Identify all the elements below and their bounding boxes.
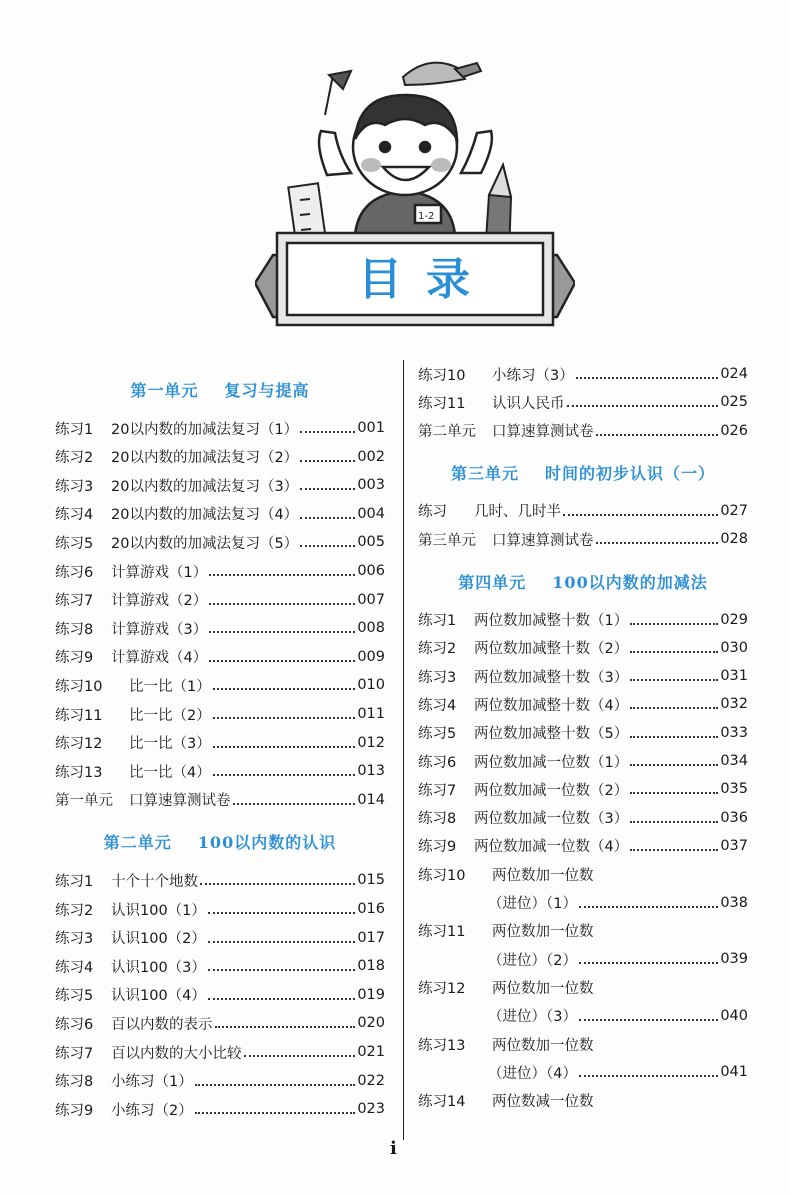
dot-leader [300, 531, 355, 547]
entry-title: 两位数加减整十数（1） [474, 613, 629, 629]
toc-entry[interactable] [55, 588, 385, 612]
toc-entry[interactable] [418, 419, 748, 443]
entry-title: 小练习（2） [111, 1102, 193, 1119]
entry-label: 练习6 [55, 564, 94, 581]
entry-page: 041 [720, 1064, 748, 1081]
dot-leader [630, 778, 718, 794]
entry-page: 004 [357, 505, 385, 522]
entry-page: 002 [357, 448, 385, 465]
toc-entry[interactable] [55, 983, 385, 1007]
toc-entry[interactable] [55, 473, 385, 497]
toc-entry[interactable] [418, 664, 748, 688]
toc-entry[interactable] [418, 862, 748, 886]
entry-page: 006 [357, 563, 385, 579]
entry-title: 小练习（3） [492, 367, 574, 384]
entry-label: 练习 [418, 504, 447, 521]
entry-title: 20以内数的加减法复习（5） [111, 535, 299, 552]
flag-icon [325, 71, 351, 115]
title-char-2: 录 [426, 254, 472, 305]
entry-page: 040 [720, 1007, 748, 1024]
entry-title: 计算游戏（2） [111, 593, 208, 610]
toc-entry[interactable] [55, 868, 385, 892]
entry-label: 练习9 [55, 1102, 94, 1119]
dot-leader [567, 391, 719, 407]
dot-leader [300, 446, 355, 462]
entry-page: 018 [357, 958, 385, 975]
dot-leader [630, 637, 718, 653]
entry-page: 019 [357, 986, 385, 1003]
toc-entry[interactable] [418, 1089, 748, 1113]
entry-page: 022 [357, 1072, 385, 1089]
entry-title: 小练习（1） [111, 1074, 193, 1091]
entry-title: 比一比（2） [129, 707, 211, 724]
entry-page: 029 [720, 611, 748, 628]
toc-entry[interactable] [418, 919, 748, 943]
entry-title: （进位）（3） [488, 1009, 577, 1026]
page-title [330, 245, 500, 305]
entry-title: 比一比（3） [129, 736, 211, 753]
toc-entry[interactable] [55, 1097, 385, 1121]
dot-leader [630, 750, 718, 766]
entry-label: 第一单元 [55, 793, 113, 810]
toc-entry[interactable] [418, 806, 748, 830]
entry-label: 练习1 [55, 873, 94, 890]
entry-page: 021 [357, 1044, 385, 1060]
entry-label: 练习6 [418, 754, 457, 771]
unit-name: 100以内数的加减法 [552, 572, 708, 592]
entry-page: 028 [720, 531, 748, 548]
entry-title: 两位数加减一位数（4） [474, 839, 629, 856]
entry-title: 认识100（1） [111, 902, 206, 919]
entry-label: 练习11 [418, 924, 466, 941]
entry-label: 练习11 [418, 395, 466, 412]
dot-leader [209, 589, 355, 605]
toc-entry[interactable] [55, 731, 385, 755]
toc-entry[interactable] [55, 616, 385, 640]
dot-leader [215, 1012, 356, 1028]
entry-page: 001 [357, 420, 385, 436]
entry-page: 014 [357, 791, 385, 808]
entry-label: 练习10 [55, 678, 103, 695]
entry-page: 011 [357, 706, 385, 722]
entry-title: 两位数加一位数 [492, 1037, 594, 1054]
entry-label: 练习9 [55, 650, 94, 667]
entry-page: 024 [720, 366, 748, 382]
unit-heading [55, 830, 385, 853]
toc-entry[interactable] [418, 1060, 748, 1084]
entry-label: 练习8 [55, 621, 94, 638]
entry-title: 20以内数的加减法复习（2） [111, 450, 299, 467]
entry-label: 练习10 [418, 867, 466, 884]
dot-leader [300, 417, 355, 433]
toc-entry[interactable] [55, 502, 385, 526]
unit-heading [418, 461, 748, 484]
entry-title: 几时、几时半 [474, 504, 561, 521]
dot-leader [630, 665, 718, 681]
entry-label: 练习3 [418, 669, 457, 686]
dot-leader [209, 646, 355, 662]
dot-leader [630, 609, 718, 625]
toc-entry[interactable] [418, 749, 748, 773]
entry-title: 两位数加减整十数（5） [474, 726, 629, 743]
toc-entry[interactable] [55, 559, 385, 583]
dot-leader [579, 1061, 718, 1077]
entry-label: 练习7 [418, 782, 457, 799]
entry-title: （进位）（2） [488, 952, 577, 969]
entry-label: 练习12 [55, 736, 103, 753]
entry-title: 比一比（4） [129, 764, 211, 781]
toc-entry[interactable] [55, 926, 385, 950]
entry-title: 百以内数的大小比较 [111, 1045, 242, 1062]
entry-title: 口算速算测试卷 [129, 793, 231, 810]
dot-leader [233, 789, 356, 805]
toc-entry[interactable] [418, 777, 748, 801]
entry-label: 练习2 [418, 641, 457, 658]
dot-leader [579, 948, 718, 964]
dot-leader [200, 869, 355, 885]
toc-entry[interactable] [418, 947, 748, 971]
toc-entry[interactable] [55, 673, 385, 697]
toc-entry[interactable] [418, 1004, 748, 1028]
dot-leader [300, 503, 355, 519]
unit-name: 时间的初步认识（一） [545, 463, 716, 483]
entry-title: 十个十个地数 [111, 873, 198, 890]
entry-label: 练习13 [55, 764, 103, 781]
entry-label: 练习7 [55, 593, 94, 610]
dot-leader [576, 363, 719, 379]
toc-entry[interactable] [418, 891, 748, 915]
entry-title: 20以内数的加减法复习（3） [111, 478, 299, 495]
dot-leader [208, 927, 355, 943]
dot-leader [630, 693, 718, 709]
entry-page: 039 [720, 951, 748, 968]
entry-label: 第二单元 [418, 424, 476, 441]
entry-page: 005 [357, 534, 385, 551]
entry-page: 017 [357, 929, 385, 946]
entry-label: 练习4 [55, 507, 94, 524]
entry-page: 026 [720, 422, 748, 439]
entry-page: 013 [357, 763, 385, 780]
entry-title: 认识100（4） [111, 988, 206, 1005]
entry-page: 010 [357, 677, 385, 694]
unit-heading [418, 570, 748, 593]
dot-leader [300, 474, 355, 490]
entry-label: 练习12 [418, 980, 466, 997]
entry-label: 练习3 [55, 931, 94, 948]
dot-leader [208, 955, 355, 971]
toc-entry[interactable] [418, 390, 748, 414]
toc-entry[interactable] [418, 834, 748, 858]
entry-title: 两位数加一位数 [492, 867, 594, 884]
unit-name: 100以内数的认识 [197, 833, 337, 853]
entry-label: 练习4 [418, 697, 457, 714]
dot-leader [209, 617, 355, 633]
entry-label: 练习8 [418, 811, 457, 828]
toc-entry[interactable] [55, 530, 385, 554]
entry-page: 012 [357, 734, 385, 751]
entry-label: 第三单元 [418, 532, 476, 549]
entry-title: 两位数加减一位数（3） [474, 811, 629, 828]
page-number: i [390, 1138, 397, 1159]
entry-label: 练习5 [55, 535, 94, 552]
entry-title: 认识人民币 [492, 395, 565, 412]
entry-page: 027 [720, 502, 748, 519]
entry-page: 016 [357, 901, 385, 917]
entry-title: 两位数加减整十数（3） [474, 669, 629, 686]
entry-title: 两位数加一位数 [492, 980, 594, 997]
entry-title: 认识100（3） [111, 959, 206, 976]
toc-entry[interactable] [55, 1040, 385, 1064]
entry-label: 练习14 [418, 1094, 466, 1111]
dot-leader [208, 984, 355, 1000]
toc-entry[interactable] [418, 721, 748, 745]
entry-page: 025 [720, 394, 748, 411]
cap-icon [403, 63, 481, 85]
entry-label: 练习5 [418, 726, 457, 743]
title-char-1: 目 [358, 254, 404, 305]
entry-page: 038 [720, 894, 748, 911]
dot-leader [213, 674, 356, 690]
toc-entry[interactable] [55, 445, 385, 469]
badge-text: 1-2 [418, 211, 435, 222]
unit-label: 第二单元 [103, 833, 172, 853]
toc-entry[interactable] [55, 954, 385, 978]
toc-entry[interactable] [418, 499, 748, 523]
unit-label: 第一单元 [130, 381, 199, 400]
entry-page: 032 [720, 696, 748, 713]
entry-label: 练习2 [55, 450, 94, 467]
dot-leader [209, 560, 355, 576]
entry-title: 两位数加减一位数（1） [474, 754, 629, 771]
dot-leader [579, 892, 718, 908]
toc-entry[interactable] [55, 897, 385, 921]
entry-title: 计算游戏（3） [111, 621, 208, 638]
entry-label: 练习5 [55, 988, 94, 1005]
dot-leader [195, 1070, 356, 1086]
toc-entry[interactable] [55, 416, 385, 440]
toc-entry[interactable] [55, 1011, 385, 1035]
entry-title: 两位数加减一位数（2） [474, 782, 629, 799]
column-divider [403, 360, 404, 1140]
entry-title: （进位）（4） [488, 1065, 577, 1082]
entry-label: 练习9 [418, 839, 457, 856]
toc-entry[interactable] [418, 636, 748, 660]
unit-label: 第三单元 [450, 463, 519, 483]
entry-title: 计算游戏（1） [111, 564, 208, 581]
entry-label: 练习4 [55, 959, 94, 976]
entry-title: 20以内数的加减法复习（4） [111, 507, 299, 524]
entry-title: 两位数加减整十数（2） [474, 641, 629, 658]
entry-title: 口算速算测试卷 [492, 532, 594, 549]
entry-label: 练习2 [55, 902, 94, 919]
unit-heading [55, 378, 385, 401]
entry-title: 两位数减一位数 [492, 1094, 594, 1111]
entry-page: 033 [720, 724, 748, 741]
entry-label: 练习1 [418, 613, 457, 629]
unit-label: 第四单元 [458, 572, 527, 592]
dot-leader [213, 760, 356, 776]
entry-page: 034 [720, 753, 748, 769]
entry-label: 练习8 [55, 1074, 94, 1091]
entry-page: 008 [357, 620, 385, 637]
dot-leader [208, 898, 355, 914]
entry-page: 003 [357, 477, 385, 494]
entry-title: 两位数加一位数 [492, 924, 594, 941]
entry-page: 009 [357, 648, 385, 665]
toc-entry[interactable] [55, 645, 385, 669]
toc-entry[interactable] [55, 1069, 385, 1093]
dot-leader [630, 835, 718, 851]
dot-leader [213, 732, 356, 748]
entry-page: 007 [357, 591, 385, 608]
entry-page: 015 [357, 872, 385, 889]
entry-label: 练习1 [55, 421, 94, 438]
toc-entry[interactable] [418, 527, 748, 551]
entry-title: 比一比（1） [129, 678, 211, 695]
toc-entry[interactable] [418, 362, 748, 386]
entry-page: 036 [720, 809, 748, 826]
entry-label: 练习6 [55, 1016, 94, 1033]
toc-entry[interactable] [55, 759, 385, 783]
dot-leader [630, 807, 718, 823]
dot-leader [244, 1041, 356, 1057]
entry-title: 计算游戏（4） [111, 650, 208, 667]
toc-entry[interactable] [418, 975, 748, 999]
toc-entry[interactable] [55, 702, 385, 726]
entry-label: 练习7 [55, 1045, 94, 1062]
entry-page: 030 [720, 639, 748, 656]
entry-label: 练习13 [418, 1037, 466, 1054]
dot-leader [563, 500, 718, 516]
entry-title: 两位数加减整十数（4） [474, 697, 629, 714]
entry-label: 练习3 [55, 478, 94, 495]
entry-label: 练习10 [418, 367, 466, 384]
entry-title: 百以内数的表示 [111, 1016, 213, 1033]
dot-leader [579, 1005, 718, 1021]
dot-leader [195, 1098, 356, 1114]
unit-name: 复习与提高 [224, 381, 310, 400]
dot-leader [213, 703, 356, 719]
entry-title: 认识100（2） [111, 931, 206, 948]
toc-entry[interactable] [418, 1032, 748, 1056]
boy-figure [353, 95, 457, 235]
entry-title: 20以内数的加减法复习（1） [111, 421, 299, 438]
dot-leader [596, 528, 719, 544]
entry-title: （进位）（1） [488, 896, 577, 912]
dot-leader [630, 722, 718, 738]
toc-entry[interactable] [418, 692, 748, 716]
toc-entry[interactable] [55, 788, 385, 812]
toc-entry[interactable] [418, 608, 748, 632]
entry-page: 023 [357, 1101, 385, 1118]
entry-title: 口算速算测试卷 [492, 424, 594, 441]
entry-page: 031 [720, 668, 748, 685]
dot-leader [596, 420, 719, 436]
entry-page: 020 [357, 1015, 385, 1032]
entry-label: 练习11 [55, 707, 103, 724]
entry-page: 035 [720, 781, 748, 798]
entry-page: 037 [720, 837, 748, 854]
